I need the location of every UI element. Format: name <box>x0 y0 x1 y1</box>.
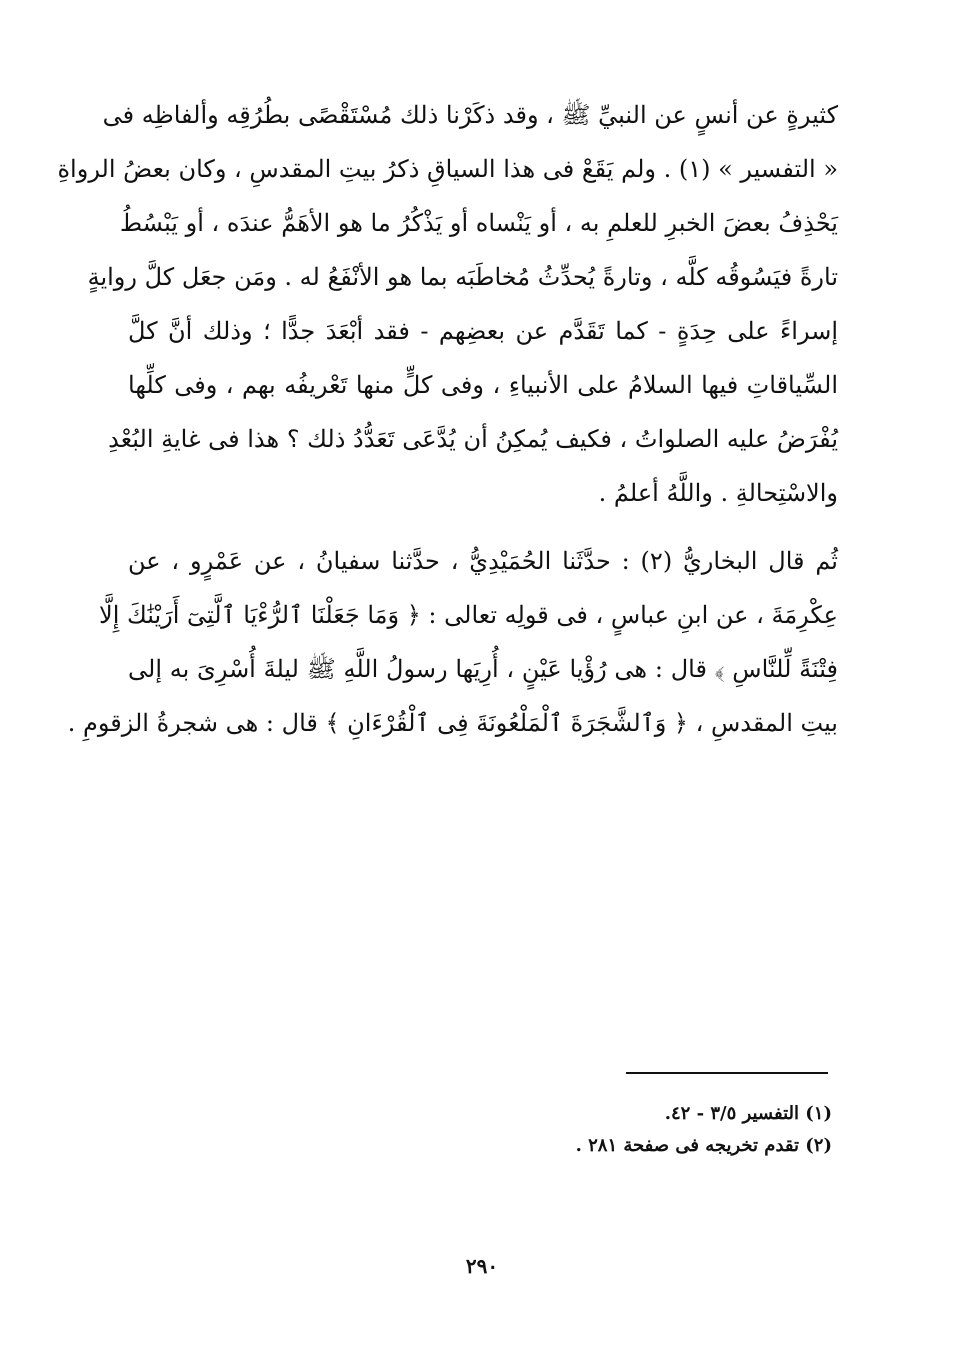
footnote-2: (٢) تقدم تخريجه فى صفحة ٢٨١ . <box>575 1135 832 1156</box>
paragraph-2 <box>67 534 838 750</box>
text-line: ثُم قال البخاريُّ (٢) : حدَّثَنا الحُمَيْدِيُّ ، حدَّثنا سفيانُ ، عن عَمْرٍو ، عن <box>128 547 838 575</box>
footnotes <box>460 1098 832 1162</box>
text-line: تارةً فيَسُوقُه كلَّه ، وتارةً يُحدِّثُ مُخاطَبَه بما هو الأنْفَعُ له . ومَن جعَل كلَّ روايةٍ <box>87 263 838 291</box>
text-line: عِكْرِمَةَ ، عن ابنِ عباسٍ ، فى قولِه تعالى : ﴿ وَمَا جَعَلْنَا ٱلرُّءْيَا ٱلَّتِىٓ أَرَيْنَٰكَ إِلَّا <box>99 601 838 629</box>
text-line: بيتِ المقدسِ ، ﴿ وَٱلشَّجَرَةَ ٱلْمَلْعُونَةَ فِى ٱلْقُرْءَانِ ﴾ قال : هى شجرةُ الزقومِ . <box>67 709 838 737</box>
text-line: « التفسير » (١) . ولم يَقَعْ فى هذا السياقِ ذكرُ بيتِ المقدسِ ، وكان بعضُ الرواةِ <box>57 155 838 183</box>
page-number: ٢٩٠ <box>465 1254 499 1278</box>
paragraph-gap <box>128 520 838 534</box>
paragraph-1 <box>57 88 838 520</box>
footnote-separator <box>626 1072 828 1074</box>
text-line: إسراءً على حِدَةٍ - كما تَقَدَّم عن بعضِهم - فقد أبْعَدَ جدًّا ؛ وذلك أنَّ كلَّ <box>128 317 838 345</box>
text-line: يُفْرَضُ عليه الصلواتُ ، فكيف يُمكِنُ أن يُدَّعَى تَعَدُّدُ ذلك ؟ هذا فى غايةِ البُعْدِ <box>108 425 838 453</box>
text-line: السِّياقاتِ فيها السلامُ على الأنبياءِ ، وفى كلٍّ منها تَعْريفُه بهم ، وفى كلِّها <box>128 371 838 399</box>
text-line: يَحْذِفُ بعضَ الخبرِ للعلمِ به ، أو يَنْساه أو يَذْكُرُ ما هو الأهَمُّ عندَه ، أو يَبْسُطُ <box>119 209 838 237</box>
text-line: والاسْتِحالةِ . واللَّهُ أعلمُ . <box>598 479 838 507</box>
main-text <box>57 88 838 750</box>
text-line: فِتْنَةً لِّلنَّاسِ ﴾ قال : هى رُؤْيا عَيْنٍ ، أُرِيَها رسولُ اللَّهِ ﷺ ليلةَ أُسْرِىَ به إلى <box>128 655 838 683</box>
footnote-1: (١) التفسير ٣/٥ - ٤٢. <box>664 1103 832 1124</box>
text-line: كثيرةٍ عن أنسٍ عن النبيِّ ﷺ ، وقد ذكَرْنا ذلك مُسْتَقْصًى بطُرُقِه وألفاظِه فى <box>102 101 838 129</box>
